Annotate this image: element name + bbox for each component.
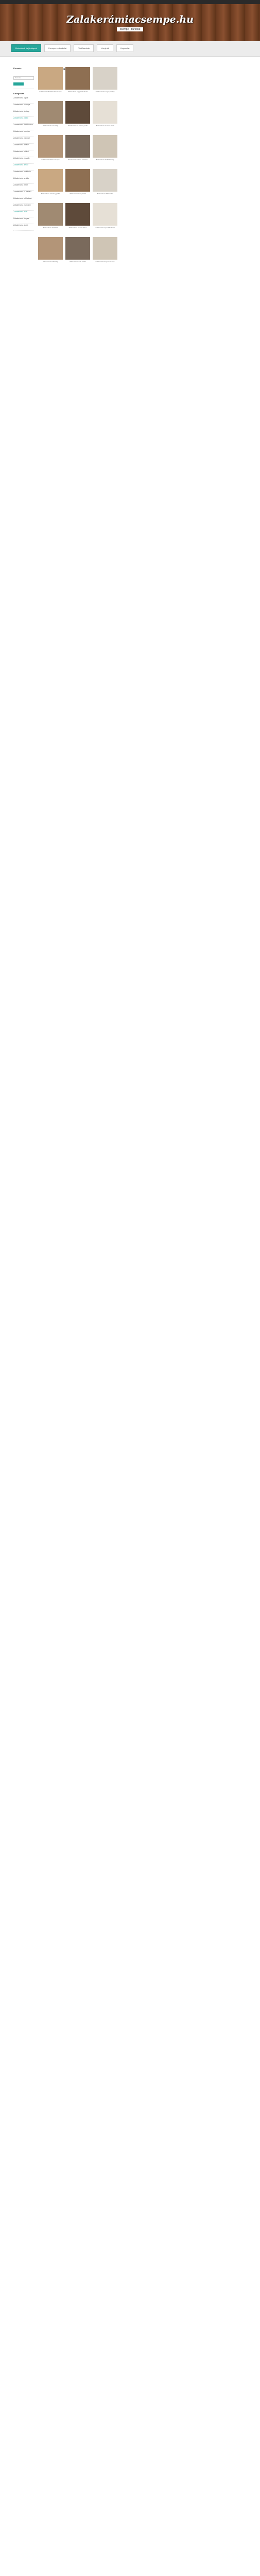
tile-image[interactable] xyxy=(65,203,90,226)
tile-image[interactable] xyxy=(93,169,117,192)
sidebar-link[interactable]: Zalakerámia dekor xyxy=(13,164,34,171)
category-list xyxy=(13,97,34,231)
nav-item-kapcsolat[interactable]: Kapcsolat xyxy=(116,44,134,52)
tile-image[interactable] xyxy=(38,237,63,260)
sidebar-link[interactable]: Zalakerámia mozaik xyxy=(13,157,34,164)
category-tile[interactable] xyxy=(65,135,90,167)
tile-image[interactable] xyxy=(93,237,117,260)
tile-caption[interactable]: Zalakerámia fényes csempe xyxy=(95,261,115,263)
category-tile[interactable] xyxy=(93,203,117,235)
search-heading: Keresés xyxy=(13,67,22,70)
tile-image[interactable] xyxy=(65,101,90,124)
sidebar-link[interactable]: Zalakerámia lapok xyxy=(13,97,34,104)
tile-caption[interactable]: Zalakerámia konyhai fal xyxy=(70,193,86,195)
content-layout xyxy=(0,57,260,2576)
sidebar-link[interactable]: Zalakerámia matt xyxy=(13,211,34,217)
tile-caption[interactable]: Zalakerámia kollekció xyxy=(43,227,58,229)
category-tile[interactable] xyxy=(65,203,90,235)
category-grid xyxy=(38,67,118,269)
sidebar-link[interactable]: Zalakerámia kültéri xyxy=(13,150,34,157)
sidebar-link[interactable]: Zalakerámia nappali xyxy=(13,137,34,144)
category-heading: Kategóriák xyxy=(13,92,24,95)
category-tile[interactable] xyxy=(65,237,90,269)
category-tile[interactable] xyxy=(38,101,63,133)
category-tile[interactable] xyxy=(38,169,63,201)
tile-image[interactable] xyxy=(93,101,117,124)
tile-image[interactable] xyxy=(38,135,63,158)
sidebar-link[interactable]: Zalakerámia csempe xyxy=(13,104,34,110)
nav-item-konyhak[interactable]: Konyhák xyxy=(97,44,113,52)
nav-item-furdoszobak[interactable]: Fürdőszobák xyxy=(74,44,94,52)
category-tile[interactable] xyxy=(93,135,117,167)
main-nav xyxy=(0,41,260,57)
sidebar-link[interactable]: Zalakerámia fehér xyxy=(13,184,34,191)
sidebar-link[interactable]: Zalakerámia fényes xyxy=(13,217,34,224)
nav-item-burkolatok[interactable]: Burkolatok és járólapok xyxy=(11,44,41,52)
sidebar-link[interactable]: Zalakerámia fürdőszoba xyxy=(13,124,34,130)
tile-caption[interactable]: Zalakerámia márvány padló xyxy=(41,193,60,195)
category-tile[interactable] xyxy=(93,169,117,201)
tile-image[interactable] xyxy=(65,135,90,158)
tile-caption[interactable]: Zalakerámia kültéri lap xyxy=(42,261,59,263)
category-tile[interactable] xyxy=(38,203,63,235)
sidebar-link[interactable]: Zalakerámia padló xyxy=(13,117,34,124)
tile-image[interactable] xyxy=(38,101,63,124)
main-content xyxy=(38,67,118,269)
sidebar-link[interactable]: Zalakerámia konyha xyxy=(13,130,34,137)
sidebar-link[interactable]: Zalakerámia fa hatású xyxy=(13,191,34,197)
category-tile[interactable] xyxy=(93,101,117,133)
site-logo[interactable]: Zalakerámiacsempe.hu xyxy=(66,14,194,25)
tile-image[interactable] xyxy=(38,169,63,192)
tile-caption[interactable]: Zalakerámia nappali burkolat xyxy=(67,91,88,93)
top-strip xyxy=(0,0,260,4)
tile-caption[interactable]: Zalakerámia szürke burkolat xyxy=(68,159,88,161)
site-tagline: csempe · burkolat xyxy=(117,27,144,31)
tile-caption[interactable]: Zalakerámia kő hatású lap xyxy=(96,159,114,161)
tile-caption[interactable]: Zalakerámia mozaik dekor xyxy=(68,227,87,229)
tile-image[interactable] xyxy=(65,67,90,90)
sidebar-link[interactable]: Zalakerámia járólap xyxy=(13,110,34,117)
tile-image[interactable] xyxy=(65,169,90,192)
nav-item-csempe[interactable]: Csempe és burkolat xyxy=(44,44,71,52)
search-button[interactable] xyxy=(13,82,24,86)
tile-caption[interactable]: Zalakerámia modern fürdő xyxy=(96,125,114,127)
sidebar-link[interactable]: Zalakerámia szürke xyxy=(13,177,34,184)
tile-image[interactable] xyxy=(93,135,117,158)
tile-caption[interactable]: Zalakerámia terasz lap xyxy=(42,125,59,127)
tile-caption[interactable]: Zalakerámia fürdőszoba csempe xyxy=(39,91,62,93)
sidebar-link[interactable]: Zalakerámia akció xyxy=(13,224,34,231)
tile-caption[interactable]: Zalakerámia fehér csempe xyxy=(41,159,60,161)
tile-caption[interactable]: Zalakerámia lépcső burkolat xyxy=(95,227,115,229)
sidebar-link[interactable]: Zalakerámia kollekció xyxy=(13,171,34,177)
category-tile[interactable] xyxy=(65,67,90,99)
category-tile[interactable] xyxy=(93,67,117,99)
tile-image[interactable] xyxy=(38,203,63,226)
tile-caption[interactable]: Zalakerámia matt felület xyxy=(69,261,86,263)
category-tile[interactable] xyxy=(65,101,90,133)
category-tile[interactable] xyxy=(65,169,90,201)
tile-image[interactable] xyxy=(65,237,90,260)
sidebar-link[interactable]: Zalakerámia márvány xyxy=(13,204,34,211)
category-tile[interactable] xyxy=(38,237,63,269)
sidebar-link[interactable]: Zalakerámia terasz xyxy=(13,144,34,150)
tile-caption[interactable]: Zalakerámia konyha járólap xyxy=(95,91,115,93)
tile-image[interactable] xyxy=(93,203,117,226)
sidebar xyxy=(13,67,34,231)
tile-image[interactable] xyxy=(93,67,117,90)
category-tile[interactable] xyxy=(93,237,117,269)
sidebar-link[interactable]: Zalakerámia kő hatású xyxy=(13,197,34,204)
search-input[interactable] xyxy=(13,76,34,80)
category-tile[interactable] xyxy=(38,67,63,99)
tile-caption[interactable]: Zalakerámia hálószoba xyxy=(97,193,113,195)
category-tile[interactable] xyxy=(38,135,63,167)
tile-caption[interactable]: Zalakerámia fa hatású padló xyxy=(68,125,88,127)
site-header xyxy=(0,4,260,41)
tile-image[interactable] xyxy=(38,67,63,90)
